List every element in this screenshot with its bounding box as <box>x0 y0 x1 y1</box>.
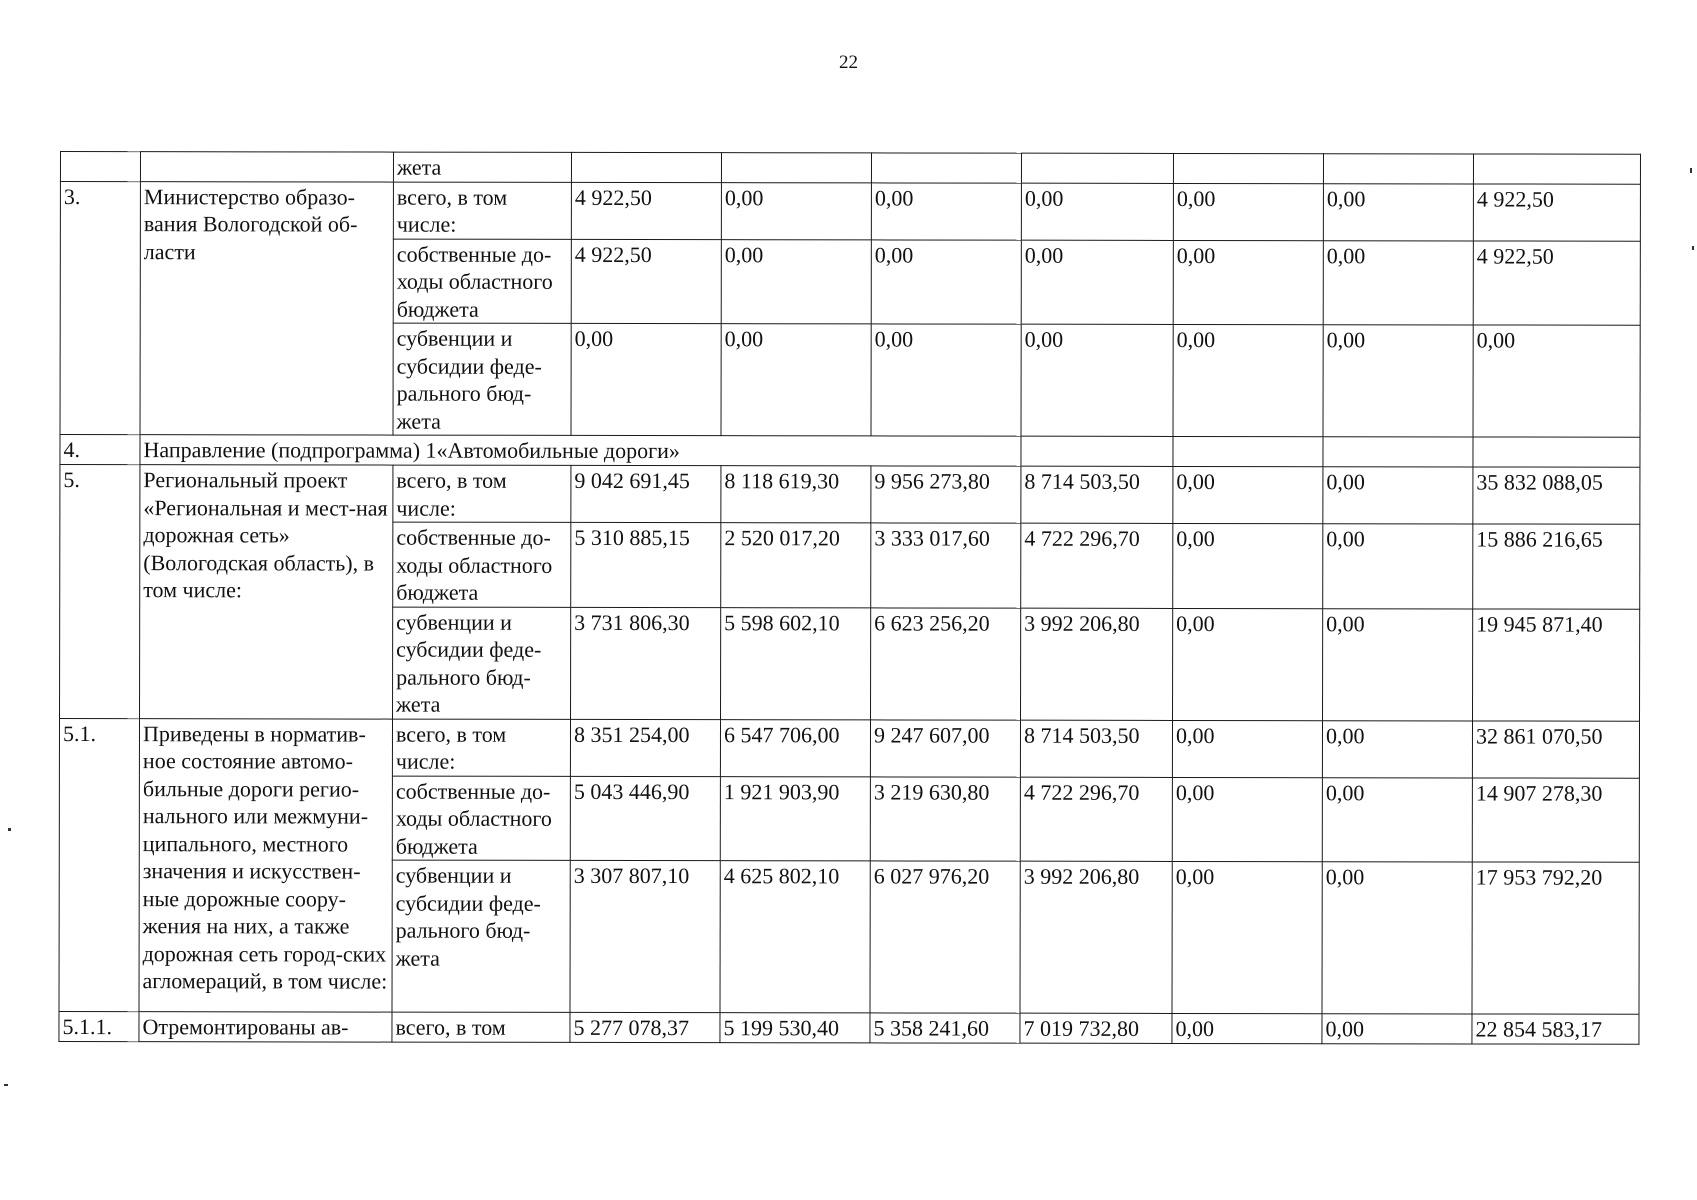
cell-empty <box>1021 153 1173 183</box>
cell-value: 0,00 <box>1173 324 1323 436</box>
cell-value: 0,00 <box>1021 324 1173 436</box>
cell-empty <box>1173 436 1323 466</box>
cell-value: 4 625 802,10 <box>720 861 870 1013</box>
cell-value: 3 731 806,30 <box>571 607 721 719</box>
cell-row-number: 5.1.1. <box>59 1011 139 1041</box>
cell-value-total: 15 886 216,65 <box>1473 524 1640 609</box>
cell-source: всего, в том числе: <box>393 182 571 239</box>
cell-row-number: 5. <box>60 465 140 719</box>
cell-value-total: 35 832 088,05 <box>1473 467 1640 524</box>
cell-value: 4 722 296,70 <box>1021 523 1173 608</box>
cell-value: 3 992 206,80 <box>1020 861 1172 1013</box>
cell-value: 0,00 <box>1173 466 1323 523</box>
cell-value: 0,00 <box>871 324 1021 436</box>
cell-value: 0,00 <box>1173 608 1323 720</box>
cell-value: 0,00 <box>1021 183 1173 240</box>
cell-value: 0,00 <box>1172 861 1322 1013</box>
cell-name-empty <box>140 152 393 182</box>
cell-value: 5 310 885,15 <box>571 522 721 607</box>
cell-value: 3 219 630,80 <box>870 776 1020 861</box>
cell-row-name: Отремонтированы ав- <box>139 1012 392 1042</box>
cell-value: 0,00 <box>1173 183 1323 240</box>
cell-value: 0,00 <box>1323 524 1473 609</box>
cell-value: 0,00 <box>1322 777 1472 862</box>
cell-value-total: 19 945 871,40 <box>1473 608 1640 720</box>
cell-value: 3 333 017,60 <box>871 523 1021 608</box>
cell-empty <box>871 153 1021 183</box>
cell-value: 5 199 530,40 <box>720 1013 870 1043</box>
cell-row-number: 3. <box>60 181 140 435</box>
cell-value: 0,00 <box>721 324 871 436</box>
cell-empty <box>1323 437 1473 467</box>
table-body <box>59 152 1641 1045</box>
cell-value: 0,00 <box>1322 862 1472 1014</box>
cell-row-name: Региональный проект «Региональная и мест-ная дорожная сеть» (Вологодская область), в том числе: <box>140 465 393 719</box>
table-row-3-total <box>60 181 1640 241</box>
cell-empty <box>1323 154 1473 184</box>
cell-value: 8 351 254,00 <box>570 719 720 776</box>
cell-value: 8 714 503,50 <box>1021 466 1173 523</box>
cell-value: 0,00 <box>871 239 1021 324</box>
cell-value: 0,00 <box>871 182 1021 239</box>
cell-source: всего, в том числе: <box>393 465 571 522</box>
cell-source: субвенции и субсидии феде-рального бюд-жета <box>393 607 571 719</box>
page-number: 22 <box>839 52 858 73</box>
cell-value: 5 598 602,10 <box>721 607 871 719</box>
cell-value: 0,00 <box>1323 183 1473 240</box>
cell-value: 9 247 607,00 <box>870 719 1020 776</box>
cell-value: 0,00 <box>1172 720 1322 777</box>
cell-value: 2 520 017,20 <box>721 523 871 608</box>
cell-value: 7 019 732,80 <box>1020 1013 1172 1043</box>
cell-source: жета <box>393 152 571 182</box>
cell-value-total: 4 922,50 <box>1473 183 1640 240</box>
cell-num-empty <box>60 152 140 182</box>
cell-value-total: 0,00 <box>1473 325 1640 437</box>
cell-value: 0,00 <box>1173 523 1323 608</box>
cell-value: 0,00 <box>721 182 871 239</box>
cell-source: всего, в том числе: <box>392 719 570 776</box>
cell-value: 8 714 503,50 <box>1020 720 1172 777</box>
cell-value: 9 956 273,80 <box>871 466 1021 523</box>
table-row-5-1-total <box>59 718 1639 778</box>
cell-value: 0,00 <box>1323 608 1473 720</box>
scan-speck <box>4 1084 8 1086</box>
cell-value: 0,00 <box>1323 240 1473 325</box>
scan-speck <box>1690 168 1692 173</box>
cell-empty <box>1473 154 1640 184</box>
cell-empty <box>1173 153 1323 183</box>
cell-value: 4 922,50 <box>571 182 721 239</box>
cell-value-total: 4 922,50 <box>1473 240 1640 325</box>
scan-speck <box>8 828 11 831</box>
cell-empty <box>721 153 871 183</box>
cell-source: собственные до-ходы областного бюджета <box>392 776 570 861</box>
cell-source: субвенции и субсидии феде-рального бюд-жета <box>392 860 570 1012</box>
cell-value: 0,00 <box>1322 720 1472 777</box>
cell-value: 0,00 <box>571 323 721 435</box>
cell-value: 8 118 619,30 <box>721 466 871 523</box>
cell-value: 1 921 903,90 <box>720 776 870 861</box>
cell-section-title: Направление (подпрограмма) 1«Автомобильные дороги» <box>140 435 1021 467</box>
cell-value-total: 32 861 070,50 <box>1472 720 1639 777</box>
cell-value: 0,00 <box>721 239 871 324</box>
table-row-section <box>60 435 1640 468</box>
cell-value-total: 22 854 583,17 <box>1472 1014 1639 1044</box>
cell-value: 0,00 <box>1173 240 1323 325</box>
cell-row-number: 5.1. <box>59 718 140 1012</box>
table-row-5-total <box>60 465 1640 525</box>
cell-value-total: 14 907 278,30 <box>1472 777 1639 862</box>
cell-value: 6 547 706,00 <box>720 719 870 776</box>
cell-source: собственные до-ходы областного бюджета <box>393 239 571 324</box>
cell-empty <box>1021 436 1173 466</box>
cell-value: 4 922,50 <box>571 239 721 324</box>
cell-value: 5 358 241,60 <box>870 1013 1020 1043</box>
cell-value-total: 17 953 792,20 <box>1472 862 1639 1014</box>
cell-row-name: Приведены в норматив-ное состояние автомо-бильные дороги регио-нального или межмуни-ципального, местного значения и искусствен-ные дорожные соору-жения на них, а также дорожная сеть город-ских агломераций, в том числе: <box>139 718 393 1012</box>
cell-value: 9 042 691,45 <box>571 465 721 522</box>
cell-value: 0,00 <box>1323 467 1473 524</box>
cell-value: 5 277 078,37 <box>570 1012 720 1042</box>
scan-speck <box>1692 246 1694 250</box>
table-row-continuation <box>60 152 1640 184</box>
cell-source: собственные до-ходы областного бюджета <box>393 522 571 607</box>
cell-source: всего, в том <box>392 1012 570 1042</box>
cell-value: 3 307 807,10 <box>570 860 720 1012</box>
cell-value: 0,00 <box>1323 325 1473 437</box>
cell-empty <box>1473 437 1640 467</box>
cell-source: субвенции и субсидии феде-рального бюд-жета <box>393 323 571 435</box>
table-row-5-1-1 <box>59 1011 1639 1044</box>
cell-value: 3 992 206,80 <box>1021 608 1173 720</box>
cell-value: 0,00 <box>1172 1013 1322 1043</box>
cell-empty <box>571 152 721 182</box>
cell-value: 6 623 256,20 <box>871 607 1021 719</box>
cell-value: 0,00 <box>1172 777 1322 862</box>
cell-value: 4 722 296,70 <box>1020 777 1172 862</box>
budget-table <box>58 151 1641 1045</box>
cell-row-name: Министерство образо-вания Вологодской об-ласти <box>140 181 393 435</box>
cell-row-number: 4. <box>60 435 140 465</box>
cell-value: 6 027 976,20 <box>870 861 1020 1013</box>
cell-value: 0,00 <box>1021 240 1173 325</box>
cell-value: 0,00 <box>1322 1014 1472 1044</box>
cell-value: 5 043 446,90 <box>570 776 720 861</box>
